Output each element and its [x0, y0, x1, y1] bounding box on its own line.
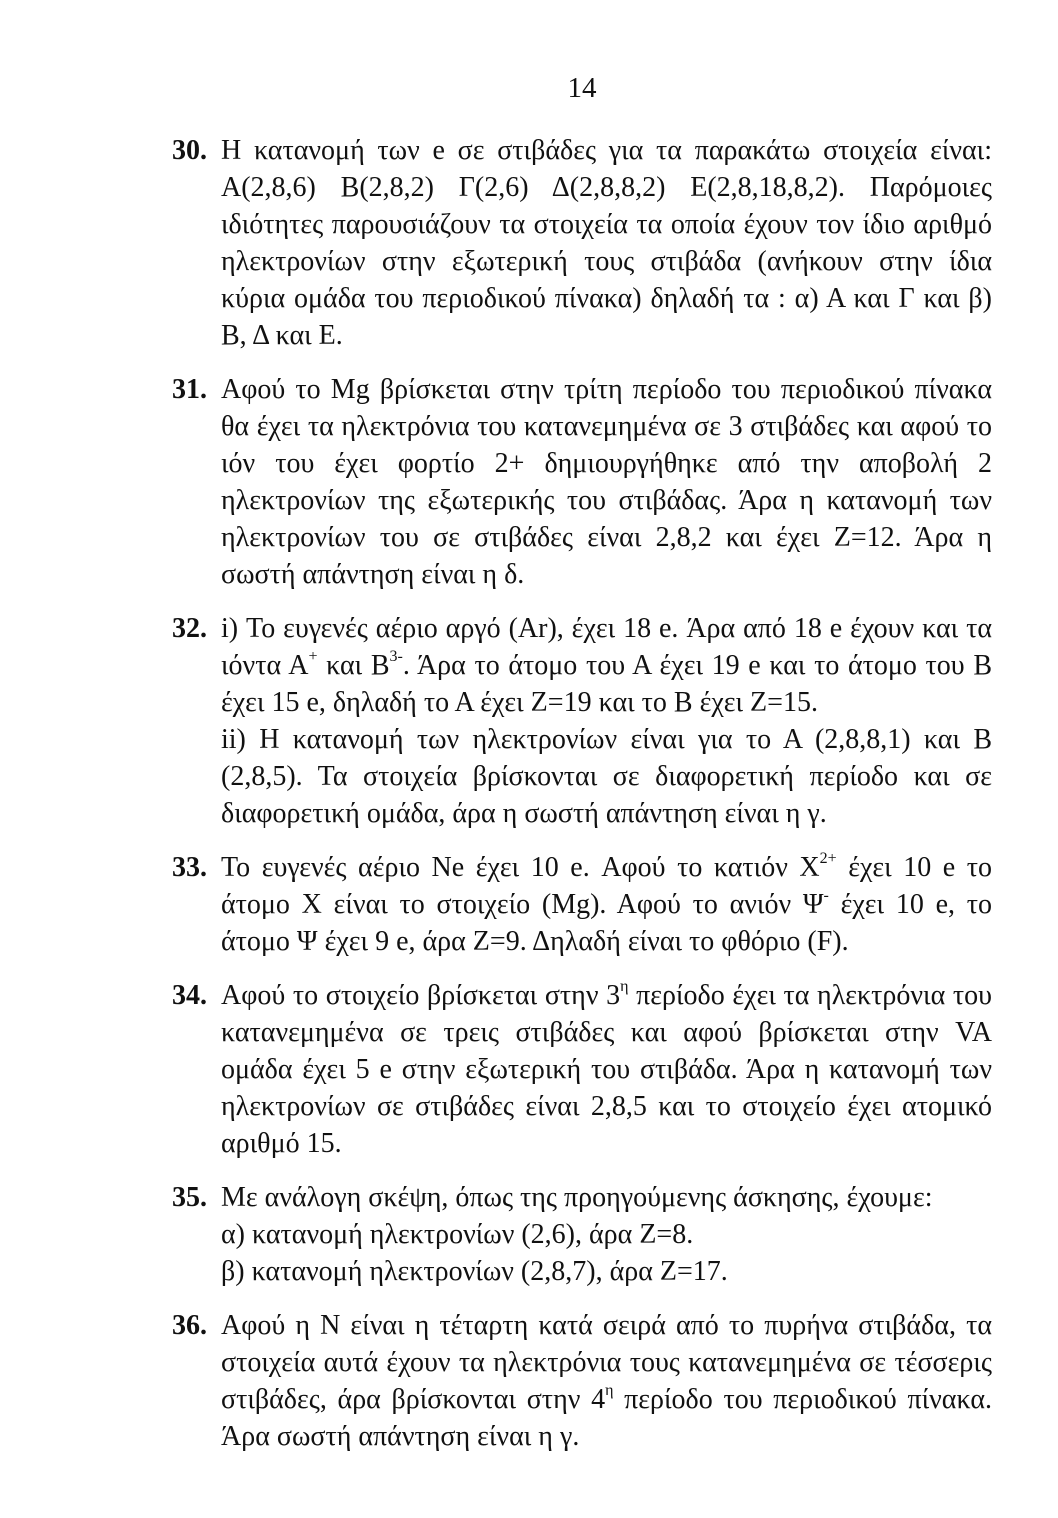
- problem-number: 35.: [172, 1182, 207, 1213]
- ordinal-superscript: η: [605, 1382, 614, 1399]
- answer-b: β) κατανομή ηλεκτρονίων (2,8,7), άρα Ζ=17.: [221, 1256, 728, 1287]
- problem-part-ii: ii) Η κατανομή των ηλεκτρονίων είναι για το Α (2,8,8,1) και Β (2,8,5). Τα στοιχεία βρίσκονται σε διαφορετική περίοδο και σε διαφορετική ομάδα, άρα η σωστή απάντηση είναι η γ.: [221, 724, 992, 829]
- text-segment: Αφού η Ν είναι η τέταρτη κατά σειρά από το πυρήνα στιβάδα, τα στοιχεία αυτά έχουν τα ηλεκτρόνια τους κατανεμημένα σε τέσσερις στιβάδες, άρα βρίσκονται στην 4: [221, 1310, 992, 1415]
- problem-33: [172, 849, 992, 960]
- text-segment: και Β: [317, 650, 390, 681]
- text-segment: Το ευγενές αέριο Ne έχει 10 e. Αφού το κατιόν Χ: [221, 852, 820, 883]
- text-segment: Αφού το στοιχείο βρίσκεται στην 3: [221, 980, 621, 1011]
- problem-text: [221, 1307, 992, 1455]
- problem-number: 36.: [172, 1310, 207, 1341]
- text-segment: έχει 10 e το άτομο Χ είναι το στοιχείο (Mg). Αφού το ανιόν Ψ: [221, 852, 993, 920]
- problem-36: [172, 1307, 992, 1455]
- problem-number: 30.: [172, 135, 207, 166]
- charge-superscript: 2+: [819, 850, 837, 867]
- page-number: 14: [567, 72, 597, 104]
- problem-text: [221, 849, 992, 960]
- problem-number: 32.: [172, 613, 207, 644]
- problem-text: Αφού το Mg βρίσκεται στην τρίτη περίοδο του περιοδικού πίνακα θα έχει τα ηλεκτρόνια του κατανεμημένα σε 3 στιβάδες και αφού το ιόν του έχει φορτίο 2+ δημιουργήθηκε από την αποβολή 2 ηλεκτρονίων της εξωτερικής του στιβάδας. Άρα η κατανομή των ηλεκτρονίων του σε στιβάδες είναι 2,8,2 και έχει Ζ=12. Άρα η σωστή απάντηση είναι η δ.: [221, 374, 992, 590]
- problem-intro: Με ανάλογη σκέψη, όπως της προηγούμενης άσκησης, έχουμε:: [221, 1182, 933, 1213]
- charge-superscript: -: [823, 887, 829, 904]
- problem-part-i: [221, 610, 992, 721]
- text-segment: i) Το ευγενές αέριο αργό (Ar), έχει 18 e. Άρα από 18 e έχουν και τα ιόντα Α: [221, 613, 992, 681]
- text-segment: περίοδο έχει τα ηλεκτρόνια του κατανεμημένα σε τρεις στιβάδες και αφού βρίσκεται στην VA ομάδα έχει 5 e στην εξωτερική του στιβάδα. Άρα η κατανομή των ηλεκτρονίων σε στιβάδες είναι 2,8,5 και το στοιχείο έχει ατομικό αριθμό 15.: [221, 980, 992, 1159]
- problem-number: 34.: [172, 980, 207, 1011]
- problem-text: Η κατανομή των e σε στιβάδες για τα παρακάτω στοιχεία είναι: Α(2,8,6) Β(2,8,2) Γ(2,6) Δ(2,8,8,2) Ε(2,8,18,8,2). Παρόμοιες ιδιότητες παρουσιάζουν τα στοιχεία τα οποία έχουν τον ίδιο αριθμό ηλεκτρονίων στην εξωτερική τους στιβάδα (ανήκουν στην ίδια κύρια ομάδα του περιοδικού πίνακα) δηλαδή τα : α) Α και Γ και β) Β, Δ και Ε.: [221, 135, 992, 351]
- text-segment: έχει 10 e, το άτομο Ψ έχει 9 e, άρα Ζ=9. Δηλαδή είναι το φθόριο (F).: [221, 889, 993, 957]
- answers-list: [172, 132, 992, 1472]
- problem-32: [172, 610, 992, 832]
- problem-30: [172, 132, 992, 354]
- charge-superscript: 3-: [389, 648, 403, 665]
- answer-a: α) κατανομή ηλεκτρονίων (2,6), άρα Ζ=8.: [221, 1219, 694, 1250]
- text-segment: . Άρα το άτομο του Α έχει 19 e και το άτομο του Β έχει 15 e, δηλαδή το Α έχει Ζ=19 και το Β έχει Ζ=15.: [221, 650, 992, 718]
- charge-superscript: +: [308, 648, 318, 665]
- ordinal-superscript: η: [620, 978, 629, 995]
- text-segment: περίοδο του περιοδικού πίνακα. Άρα σωστή απάντηση είναι η γ.: [221, 1384, 992, 1452]
- problem-text: [221, 977, 992, 1162]
- problem-number: 31.: [172, 374, 207, 405]
- problem-35: [172, 1179, 992, 1290]
- problem-34: [172, 977, 992, 1162]
- problem-number: 33.: [172, 852, 207, 883]
- problem-31: [172, 371, 992, 593]
